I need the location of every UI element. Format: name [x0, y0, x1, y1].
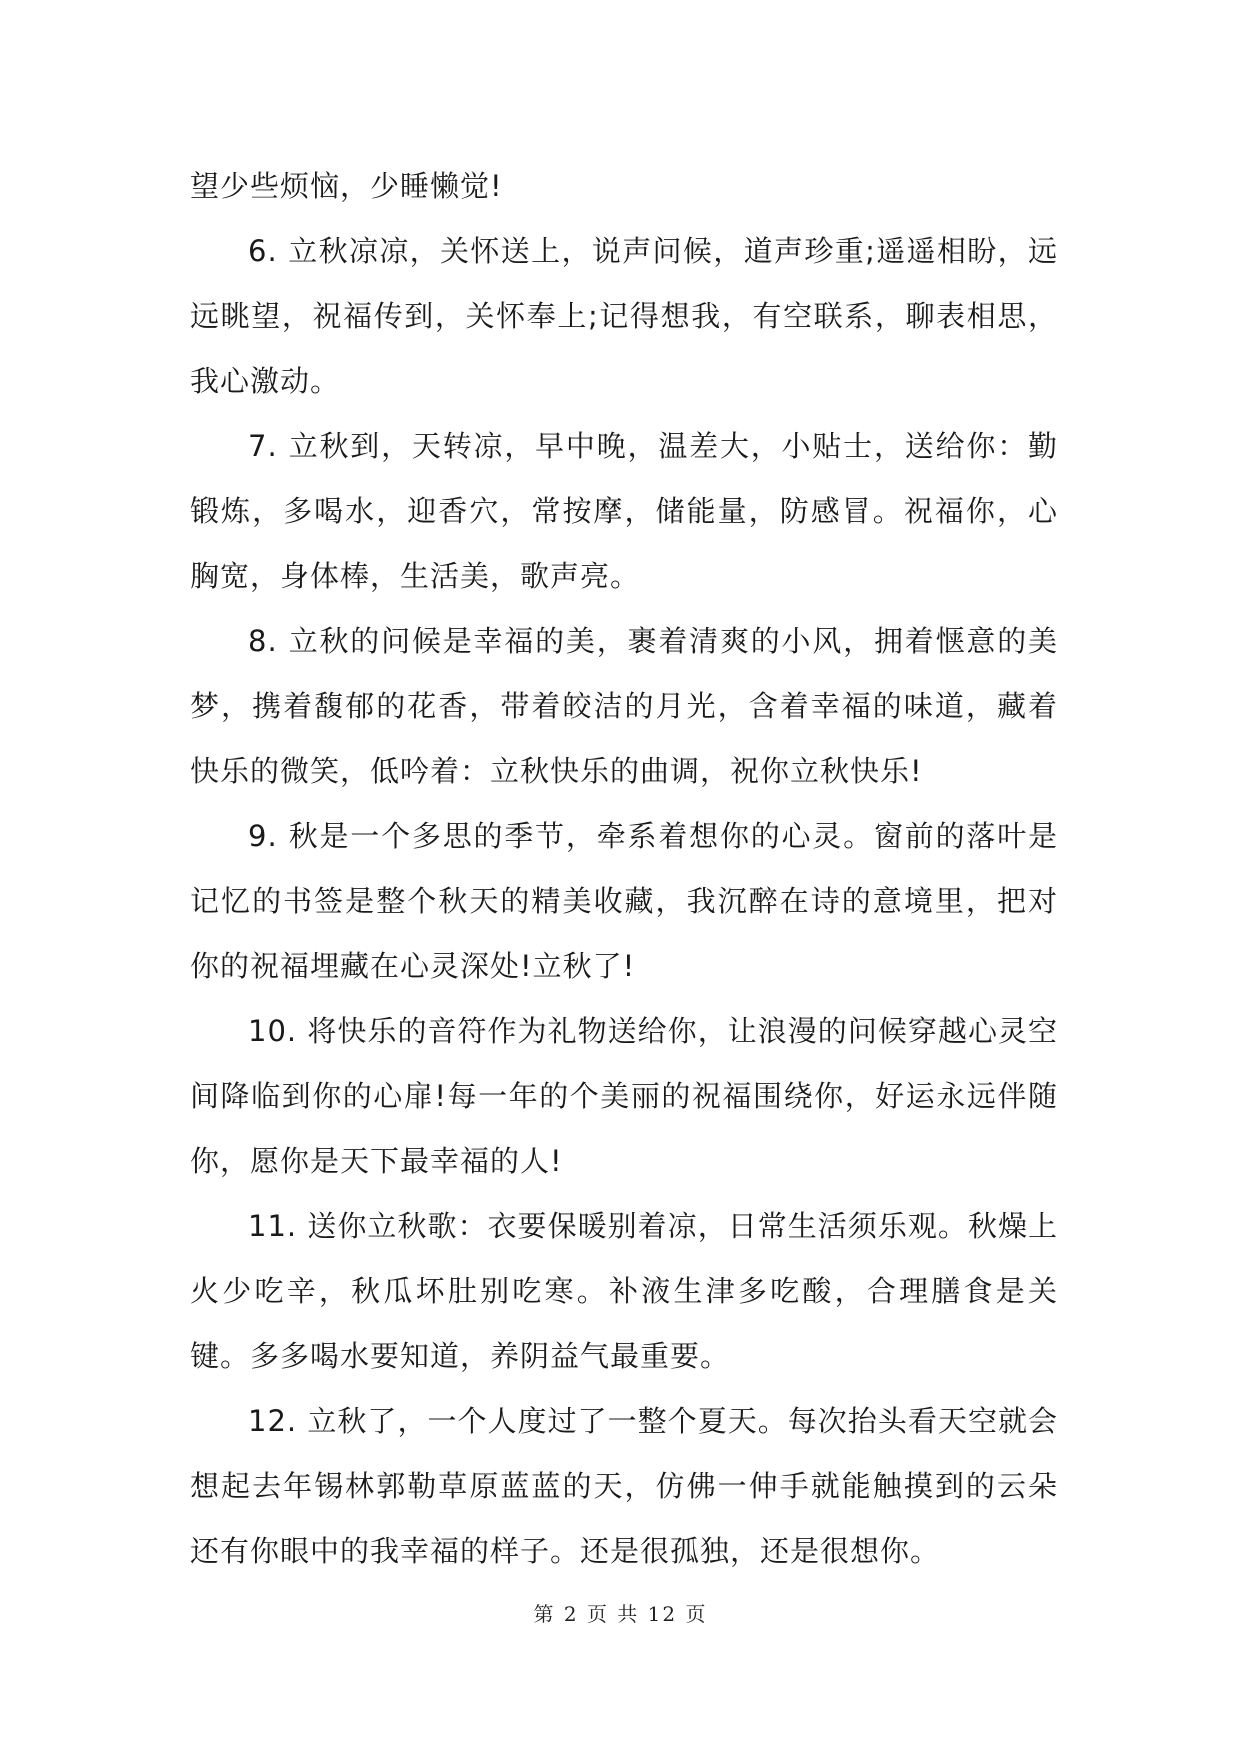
paragraph-continuation: 望少些烦恼，少睡懒觉!	[190, 169, 503, 203]
paragraph-item-8: 8. 立秋的问候是幸福的美，裹着清爽的小风，拥着惬意的美梦，携着馥郁的花香，带着皎洁的月光，含着幸福的味道，藏着快乐的微笑，低吟着：立秋快乐的曲调，祝你立秋快乐!	[190, 624, 1058, 788]
paragraph-item-10: 10. 将快乐的音符作为礼物送给你，让浪漫的问候穿越心灵空间降临到你的心扉!每一年的个美丽的祝福围绕你，好运永远伴随你，愿你是天下最幸福的人!	[190, 1014, 1058, 1178]
document-body	[190, 154, 1058, 1584]
paragraph-item-12: 12. 立秋了，一个人度过了一整个夏天。每次抬头看天空就会想起去年锡林郭勒草原蓝蓝的天，仿佛一伸手就能触摸到的云朵还有你眼中的我幸福的样子。还是很孤独，还是很想你。	[190, 1404, 1058, 1568]
paragraph-item-7: 7. 立秋到，天转凉，早中晚，温差大，小贴士，送给你：勤锻炼，多喝水，迎香穴，常按摩，储能量，防感冒。祝福你，心胸宽，身体棒，生活美，歌声亮。	[190, 429, 1058, 593]
paragraph-item-11: 11. 送你立秋歌：衣要保暖别着凉，日常生活须乐观。秋燥上火少吃辛，秋瓜坏肚别吃寒。补液生津多吃酸，合理膳食是关键。多多喝水要知道，养阴益气最重要。	[190, 1209, 1058, 1373]
page-number-footer: 第 2 页 共 12 页	[533, 1602, 708, 1626]
paragraph-item-6: 6. 立秋凉凉，关怀送上，说声问候，道声珍重;遥遥相盼，远远眺望，祝福传到，关怀奉上;记得想我，有空联系，聊表相思，我心激动。	[190, 234, 1058, 398]
paragraph-item-9: 9. 秋是一个多思的季节，牵系着想你的心灵。窗前的落叶是记忆的书签是整个秋天的精美收藏，我沉醉在诗的意境里，把对你的祝福埋藏在心灵深处!立秋了!	[190, 819, 1058, 983]
